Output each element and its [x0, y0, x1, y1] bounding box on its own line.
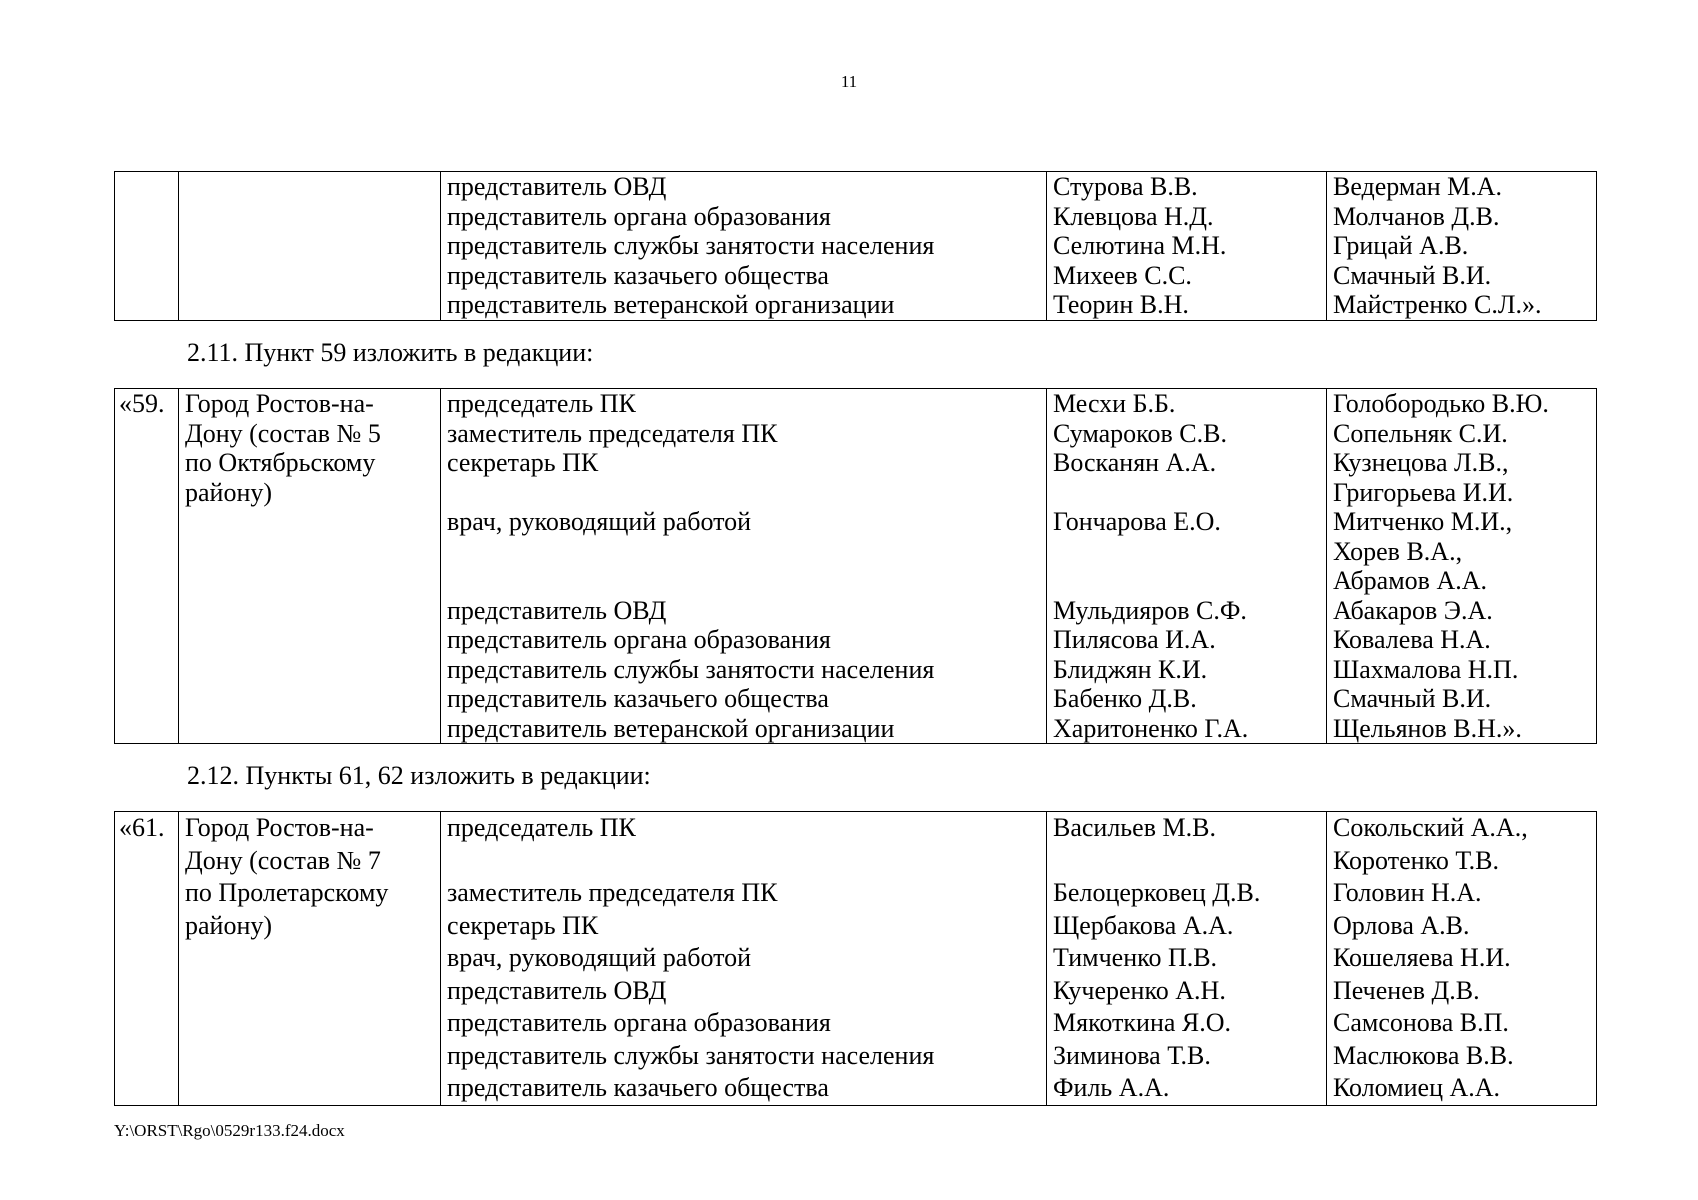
reserve-line: Сокольский А.А., [1333, 813, 1528, 842]
member-line: Кучеренко А.Н. [1053, 975, 1226, 1005]
reserve-line: Митченко М.И., [1333, 507, 1513, 536]
place-line: Дону (состав № 7 [185, 845, 381, 875]
member-line: Мульдияров С.Ф. [1053, 595, 1247, 625]
place-cell [179, 389, 441, 744]
reserve-line: Маслюкова В.В. [1333, 1040, 1514, 1070]
role-line: заместитель председателя ПК [447, 418, 778, 448]
member-line: Восканян А.А. [1053, 448, 1217, 477]
reserve-line: Ведерман М.А. [1333, 172, 1503, 201]
role-line: представитель ОВД [447, 595, 667, 625]
reserve-line: Щельянов В.Н.». [1333, 713, 1522, 743]
reserve-line: Голобородько В.Ю. [1333, 389, 1549, 418]
member-line: Теорин В.Н. [1053, 290, 1189, 319]
member-line: Бабенко Д.В. [1053, 684, 1197, 713]
role-line: представитель казачьего общества [447, 684, 829, 713]
member-line: Пилясова И.А. [1053, 625, 1216, 654]
member-line: Гончарова Е.О. [1053, 507, 1221, 536]
reserve-line: Печенев Д.В. [1333, 975, 1480, 1005]
reserve-cell [1327, 389, 1597, 744]
role-line: председатель ПК [447, 813, 636, 842]
role-line: врач, руководящий работой [447, 943, 752, 972]
role-line: представитель ОВД [447, 975, 667, 1005]
reserve-line: Головин Н.А. [1333, 878, 1482, 907]
member-cell [1047, 812, 1327, 1106]
reserve-line: Грицай А.В. [1333, 231, 1469, 260]
member-line: Филь А.А. [1053, 1073, 1170, 1102]
reserve-line: Кузнецова Л.В., [1333, 448, 1509, 477]
item-number: «61. [119, 813, 165, 842]
member-line: Михеев С.С. [1053, 260, 1192, 290]
role-cell [441, 812, 1047, 1106]
place-line: району) [185, 477, 273, 507]
role-line: представитель ветеранской организации [447, 713, 895, 743]
member-line: Сумароков С.В. [1053, 418, 1227, 448]
page-number: 11 [840, 72, 858, 91]
reserve-cell [1327, 172, 1597, 321]
member-line: Месхи Б.Б. [1053, 389, 1176, 418]
role-line: представитель ветеранской организации [447, 290, 895, 319]
section-heading-2-11: 2.11. Пункт 59 изложить в редакции: [187, 338, 594, 367]
role-line: представитель службы занятости населения [447, 231, 935, 260]
reserve-line: Абрамов А.А. [1333, 566, 1488, 595]
table-row [115, 172, 1597, 321]
role-line: секретарь ПК [447, 448, 599, 477]
reserve-line: Шахмалова Н.П. [1333, 654, 1519, 684]
member-line: Зиминова Т.В. [1053, 1040, 1211, 1070]
continuation-table [114, 171, 1597, 321]
reserve-line: Молчанов Д.В. [1333, 201, 1500, 231]
reserve-line: Коротенко Т.В. [1333, 845, 1499, 875]
role-line: представитель службы занятости населения [447, 654, 935, 684]
reserve-line: Кошеляева Н.И. [1333, 943, 1511, 972]
reserve-line: Орлова А.В. [1333, 910, 1470, 940]
reserve-line: Сопельняк С.И. [1333, 418, 1508, 448]
item-61-table [114, 811, 1597, 1106]
place-line: по Пролетарскому [185, 878, 389, 907]
reserve-line: Смачный В.И. [1333, 260, 1492, 290]
place-cell [179, 172, 441, 321]
place-line: Дону (состав № 5 [185, 418, 381, 448]
item-number: «59. [119, 389, 165, 418]
member-line: Стурова В.В. [1053, 172, 1198, 201]
reserve-line: Ковалева Н.А. [1333, 625, 1491, 654]
member-cell [1047, 389, 1327, 744]
place-line: району) [185, 910, 273, 940]
member-line: Блиджян К.И. [1053, 654, 1208, 684]
role-line: представитель казачьего общества [447, 1073, 829, 1102]
member-line: Васильев М.В. [1053, 813, 1216, 842]
table-row [115, 389, 1597, 744]
member-line: Харитоненко Г.А. [1053, 713, 1249, 743]
role-line: представитель органа образования [447, 625, 831, 654]
place-line: по Октябрьскому [185, 448, 376, 477]
reserve-line: Самсонова В.П. [1333, 1008, 1509, 1037]
reserve-line: Майстренко С.Л.». [1333, 290, 1542, 319]
role-line: заместитель председателя ПК [447, 878, 778, 907]
member-line: Белоцерковец Д.В. [1053, 878, 1261, 907]
reserve-line: Хорев В.А., [1333, 536, 1463, 566]
reserve-cell [1327, 812, 1597, 1106]
role-line: представитель службы занятости населения [447, 1040, 935, 1070]
reserve-line: Григорьева И.И. [1333, 477, 1514, 507]
place-line: Город Ростов-на- [185, 389, 374, 418]
reserve-line: Смачный В.И. [1333, 684, 1492, 713]
member-cell [1047, 172, 1327, 321]
number-cell [115, 172, 179, 321]
role-line: представитель казачьего общества [447, 260, 829, 290]
member-line: Щербакова А.А. [1053, 910, 1234, 940]
footer-file-path: Y:\ORST\Rgo\0529r133.f24.docx [114, 1121, 345, 1140]
number-cell [115, 389, 179, 744]
role-line: секретарь ПК [447, 910, 599, 940]
role-line: представитель ОВД [447, 172, 667, 201]
role-line: представитель органа образования [447, 201, 831, 231]
member-line: Мякоткина Я.О. [1053, 1008, 1232, 1037]
member-line: Тимченко П.В. [1053, 943, 1218, 972]
role-cell [441, 389, 1047, 744]
table-row [115, 812, 1597, 1106]
member-line: Клевцова Н.Д. [1053, 201, 1214, 231]
role-cell [441, 172, 1047, 321]
role-line: председатель ПК [447, 389, 636, 418]
item-59-table [114, 388, 1597, 744]
role-line: представитель органа образования [447, 1008, 831, 1037]
reserve-line: Коломиец А.А. [1333, 1073, 1501, 1102]
reserve-line: Абакаров Э.А. [1333, 595, 1493, 625]
member-line: Селютина М.Н. [1053, 231, 1227, 260]
place-line: Город Ростов-на- [185, 813, 374, 842]
number-cell [115, 812, 179, 1106]
role-line: врач, руководящий работой [447, 507, 752, 536]
section-heading-2-12: 2.12. Пункты 61, 62 изложить в редакции: [187, 761, 651, 790]
place-cell [179, 812, 441, 1106]
